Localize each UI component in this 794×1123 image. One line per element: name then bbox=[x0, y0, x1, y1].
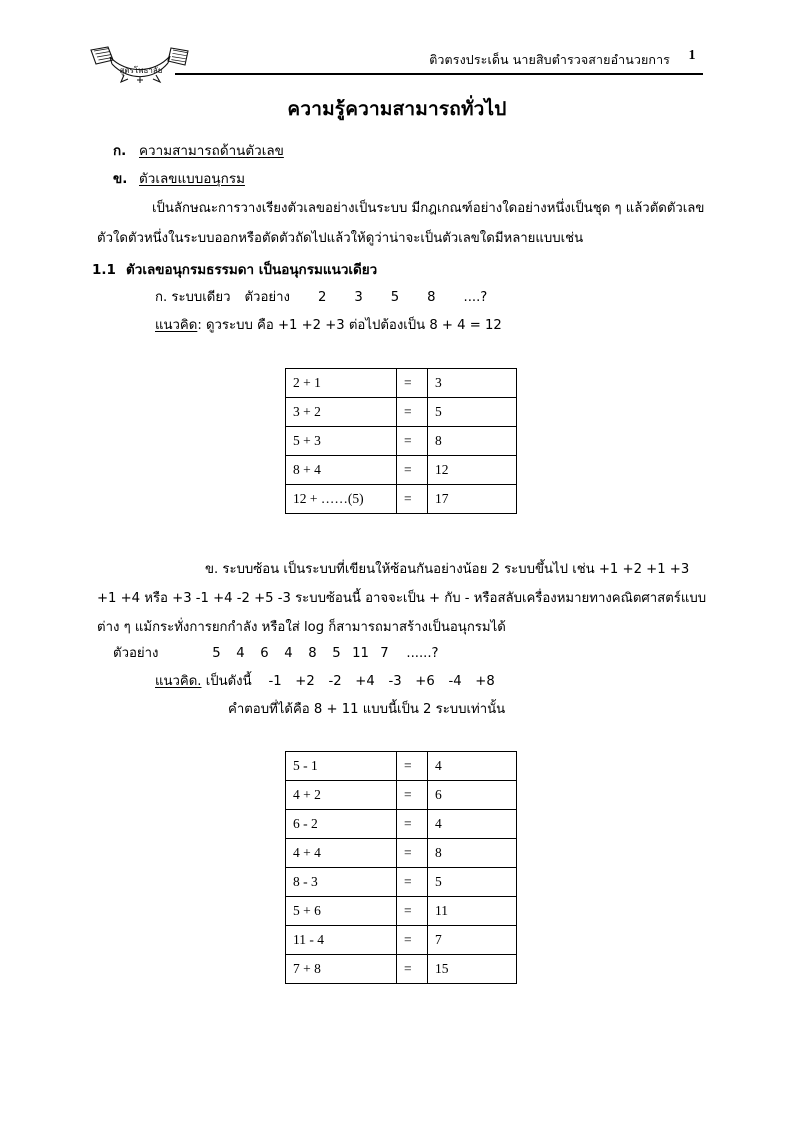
example-b-seq-6: 11 bbox=[352, 646, 369, 661]
idea-2-step-5: +6 bbox=[415, 674, 435, 689]
table-row bbox=[286, 485, 517, 514]
table-row bbox=[286, 810, 517, 839]
list-marker-a: ก. bbox=[113, 143, 127, 159]
cell-expression: 5 - 1 bbox=[286, 752, 397, 781]
example-a-seq-2: 5 bbox=[390, 290, 400, 305]
table-row bbox=[286, 926, 517, 955]
running-head-text: ติวตรงประเด็น นายสิบตำรวจสายอำนวยการ bbox=[429, 52, 670, 67]
page-header bbox=[0, 0, 794, 82]
section-1-1-heading bbox=[92, 258, 377, 280]
idea-2-intro: เป็นดังนี้ bbox=[205, 674, 252, 689]
cell-expression: 6 - 2 bbox=[286, 810, 397, 839]
cell-result: 5 bbox=[428, 868, 517, 897]
list-item-a bbox=[113, 139, 284, 161]
cell-expression: 5 + 3 bbox=[286, 427, 397, 456]
example-a-seq-4: ....? bbox=[463, 290, 488, 305]
idea-2-step-3: +4 bbox=[355, 674, 375, 689]
page-number: 1 bbox=[688, 48, 696, 63]
example-b-seq-2: 6 bbox=[260, 646, 269, 661]
table-two-body bbox=[286, 752, 517, 984]
page-content bbox=[0, 82, 794, 976]
cell-result: 4 bbox=[428, 752, 517, 781]
cell-result: 5 bbox=[428, 398, 517, 427]
cell-result: 11 bbox=[428, 897, 517, 926]
publisher-logo-icon bbox=[88, 44, 194, 84]
example-b-seq-1: 4 bbox=[236, 646, 245, 661]
cell-expression: 8 - 3 bbox=[286, 868, 397, 897]
table-one-body bbox=[286, 369, 517, 514]
cell-expression: 8 + 4 bbox=[286, 456, 397, 485]
arithmetic-table-one bbox=[285, 368, 517, 514]
cell-expression: 11 - 4 bbox=[286, 926, 397, 955]
cell-equals: = bbox=[397, 810, 428, 839]
table-row bbox=[286, 427, 517, 456]
list-item-b bbox=[113, 167, 245, 189]
cell-equals: = bbox=[397, 456, 428, 485]
cell-result: 8 bbox=[428, 427, 517, 456]
example-a-line bbox=[155, 286, 487, 307]
cell-result: 3 bbox=[428, 369, 517, 398]
section-b-paragraph: ข. ระบบซ้อน เป็นระบบที่เขียนให้ซ้อนกันอย่างน้อย 2 ระบบขึ้นไป เช่น +1 +2 +1 +3 +1 +4 หรือ +3 -1 +4 -2 +5 -3 ระบบซ้อนนี้ อาจจะเป็น + กับ - หรือสลับเครื่องหมายทางคณิตศาสตร์แบบต่าง ๆ แม้กระทั่งการยกกำลัง หรือใส่ log ก็สามารถมาสร้างเป็นอนุกรมได้ bbox=[97, 562, 707, 635]
page-title: ความรู้ความสามารถทั่วไป bbox=[287, 98, 507, 120]
logo-wordmark: สูตรโพธาลัย bbox=[119, 66, 163, 75]
cell-equals: = bbox=[397, 781, 428, 810]
cell-equals: = bbox=[397, 398, 428, 427]
idea-2-step-2: -2 bbox=[328, 674, 342, 689]
example-a-word: ตัวอย่าง bbox=[244, 290, 290, 305]
example-b-seq-3: 4 bbox=[284, 646, 293, 661]
answer-line-2: คำตอบที่ได้คือ 8 + 11 แบบนี้เป็น 2 ระบบเท่านั้น bbox=[228, 702, 506, 717]
cell-equals: = bbox=[397, 839, 428, 868]
table-row bbox=[286, 839, 517, 868]
list-label-a: ความสามารถด้านตัวเลข bbox=[139, 143, 284, 159]
cell-expression: 12 + ……(5) bbox=[286, 485, 397, 514]
example-b-word: ตัวอย่าง bbox=[113, 646, 159, 661]
table-row bbox=[286, 897, 517, 926]
example-b-seq-0: 5 bbox=[212, 646, 221, 661]
cell-equals: = bbox=[397, 897, 428, 926]
table-row bbox=[286, 752, 517, 781]
example-b-line bbox=[113, 642, 448, 663]
cell-expression: 4 + 2 bbox=[286, 781, 397, 810]
cell-expression: 7 + 8 bbox=[286, 955, 397, 984]
header-divider bbox=[175, 73, 703, 75]
idea-2-step-4: -3 bbox=[388, 674, 402, 689]
idea-1-label: แนวคิด bbox=[155, 318, 198, 333]
example-a-seq-1: 3 bbox=[354, 290, 363, 305]
cell-equals: = bbox=[397, 427, 428, 456]
cell-result: 8 bbox=[428, 839, 517, 868]
cell-expression: 4 + 4 bbox=[286, 839, 397, 868]
cell-result: 4 bbox=[428, 810, 517, 839]
table-row bbox=[286, 781, 517, 810]
idea-2-step-1: +2 bbox=[295, 674, 315, 689]
cell-result: 12 bbox=[428, 456, 517, 485]
example-b-seq-7: 7 bbox=[380, 646, 389, 661]
example-a-label: ก. ระบบเดียว bbox=[155, 290, 231, 305]
section-1-1-title: ตัวเลขอนุกรมธรรมดา เป็นอนุกรมแนวเดียว bbox=[126, 262, 378, 278]
cell-expression: 3 + 2 bbox=[286, 398, 397, 427]
cell-equals: = bbox=[397, 868, 428, 897]
cell-result: 15 bbox=[428, 955, 517, 984]
idea-2-step-6: -4 bbox=[448, 674, 462, 689]
idea-2-step-0: -1 bbox=[268, 674, 282, 689]
cell-equals: = bbox=[397, 955, 428, 984]
idea-2-step-7: +8 bbox=[475, 674, 495, 689]
cell-expression: 2 + 1 bbox=[286, 369, 397, 398]
idea-line-1 bbox=[155, 314, 502, 335]
table-row bbox=[286, 868, 517, 897]
cell-equals: = bbox=[397, 752, 428, 781]
table-row bbox=[286, 456, 517, 485]
cell-expression: 5 + 6 bbox=[286, 897, 397, 926]
cell-equals: = bbox=[397, 485, 428, 514]
cell-result: 7 bbox=[428, 926, 517, 955]
idea-2-label: แนวคิด. bbox=[155, 674, 202, 689]
list-label-b: ตัวเลขแบบอนุกรม bbox=[139, 171, 245, 187]
table-row bbox=[286, 955, 517, 984]
table-row bbox=[286, 369, 517, 398]
example-a-seq-3: 8 bbox=[427, 290, 436, 305]
idea-line-2 bbox=[155, 670, 500, 691]
cell-equals: = bbox=[397, 926, 428, 955]
section-1-1-number: 1.1 bbox=[92, 262, 116, 278]
example-b-seq-8: ......? bbox=[406, 646, 439, 661]
cell-result: 6 bbox=[428, 781, 517, 810]
intro-paragraph: เป็นลักษณะการวางเรียงตัวเลขอย่างเป็นระบบ มีกฎเกณฑ์อย่างใดอย่างหนึ่งเป็นชุด ๆ แล้วตัดตัวเลขตัวใดตัวหนึ่งในระบบออกหรือตัดตัวถัดไปแล้วให้ดูว่าน่าจะเป็นตัวเลขใดมีหลายแบบเช่น bbox=[97, 201, 705, 246]
example-b-seq-5: 5 bbox=[332, 646, 341, 661]
cell-result: 17 bbox=[428, 485, 517, 514]
idea-1-text: : ดูวระบบ คือ +1 +2 +3 ต่อไปต้องเป็น 8 + 4 = 12 bbox=[197, 318, 502, 333]
example-a-seq-0: 2 bbox=[317, 290, 327, 305]
table-row bbox=[286, 398, 517, 427]
cell-equals: = bbox=[397, 369, 428, 398]
example-b-seq-4: 8 bbox=[308, 646, 317, 661]
arithmetic-table-two bbox=[285, 751, 517, 984]
list-marker-b: ข. bbox=[113, 171, 128, 187]
